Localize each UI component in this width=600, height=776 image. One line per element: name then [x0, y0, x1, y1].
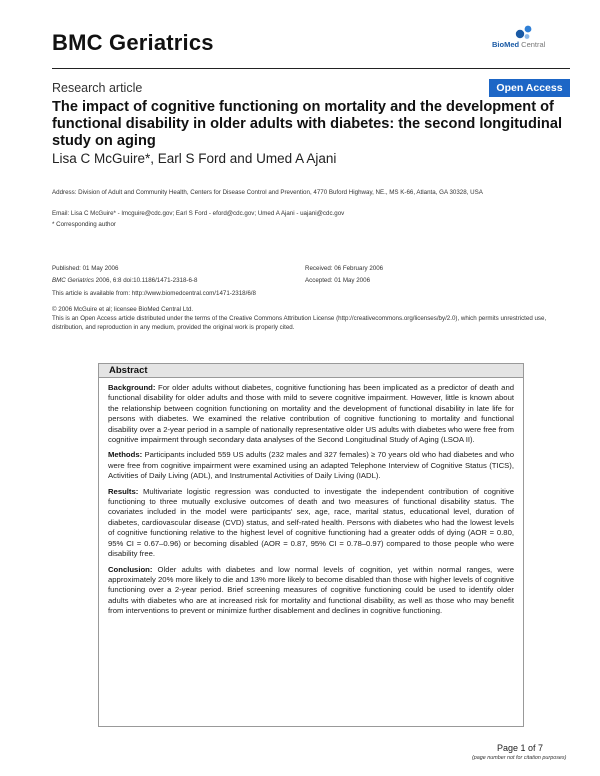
abstract-label: Results: — [108, 486, 139, 496]
published-date: Published: 01 May 2006 — [52, 265, 119, 272]
header-divider — [52, 68, 570, 69]
abstract-text: For older adults without diabetes, cognitive functioning has been implicated as a predictor of death and functional disability for older adults and those with mild to severe cognitive impairment. However, little is known about the relationship between cognition functioning on mortality and the development of functional disability in late life for persons with diabetes. We examined the relative contribution of cognitive functioning to mortality and functional disability over a 2-year period in a sample of nationally representative older US adults with diabetes who were free from cognitive impairment through secondary data analyses of the Second Longitudinal Study of Aging (LSOA II). — [108, 383, 514, 445]
abstract-body — [108, 383, 514, 622]
abstract-box — [98, 363, 524, 727]
page-number-note: (page number not for citation purposes) — [472, 755, 567, 761]
abstract-heading: Abstract — [99, 364, 523, 378]
biomed-central-logo-text — [492, 40, 545, 49]
abstract-label: Background: — [108, 383, 156, 392]
logo-med: Med — [504, 40, 520, 49]
citation-details: 2006, 6:8 doi:10.1186/1471-2318-6-8 — [93, 276, 198, 284]
received-date: Received: 06 February 2006 — [305, 265, 384, 272]
page-number: Page 1 of 7 — [497, 743, 544, 753]
logo-central: Central — [519, 40, 546, 49]
citation — [52, 276, 292, 285]
open-access-badge: Open Access — [489, 79, 570, 97]
submission-dates — [305, 264, 505, 287]
abstract-methods — [108, 450, 514, 481]
availability-link[interactable]: This article is available from: http://www.biomedcentral.com/1471-2318/6/8 — [52, 290, 256, 297]
abstract-label: Methods: — [108, 450, 143, 460]
journal-title: BMC Geriatrics — [52, 30, 214, 55]
abstract-label: Conclusion: — [108, 564, 153, 574]
copyright-line: © 2006 McGuire et al; licensee BioMed Central Ltd. — [52, 306, 194, 313]
authors: Lisa C McGuire*, Earl S Ford and Umed A Ajani — [52, 151, 337, 166]
biomed-central-logo-icon — [514, 24, 534, 40]
abstract-results — [108, 487, 514, 560]
author-address: Address: Division of Adult and Community Health, Centers for Disease Control and Prevention, 4770 Buford Highway, NE., MS K-66, Atlanta, GA 30328, USA — [52, 189, 483, 196]
abstract-background — [108, 383, 514, 445]
license-text: This is an Open Access article distributed under the terms of the Creative Commons Attribution License (http://creativecommons.org/licenses/by/2.0), which permits unrestricted use, distribution, and reproduction in any medium, provided the original work is properly cited. — [52, 314, 547, 331]
biomed-central-logo — [492, 24, 554, 52]
abstract-text: Participants included 559 US adults (232 males and 327 females) ≥ 70 years old who had diabetes and who were free from cognitive impairment were examined using an adapted Telephone Interview of Cognitive Status (TICS), Activities of Daily Living (ADL), and Instrumental Activities of Daily Living (IADL). — [108, 450, 514, 481]
abstract-text: Older adults with diabetes and low normal levels of cognition, yet within normal ranges, were approximately 20% more likely to die and 13% more likely to become disabled than those with higher levels of cognitive functioning over a 2-year period. Brief screening measures of cognitive functioning could be used to identify older adults with diabetes who are at increased risk for mortality and functional disability, as well as those who may benefit from interventions to prevent or minimize further disablement and declines in cognitive functioning. — [108, 564, 514, 616]
abstract-conclusion — [108, 565, 514, 617]
corresponding-author-note: * Corresponding author — [52, 221, 116, 228]
abstract-text: Multivariate logistic regression was conducted to investigate the independent contribution of cognitive functioning to three mutually exclusive outcomes of death and two measures of functional disability status. The covariates included in the model were participants' sex, age, race, marital status, educational level, duration of diabetes, cardiovascular disease (CVD) status, and self-rated health. Persons with diabetes who had the lowest levels of cognitive functioning relative to the highest level of cognitive functioning had a greater odds of dying (AOR = 0.80, 95% CI = 0.67–0.96) or becoming disabled (AOR = 0.87, 95% CI = 0.78–0.97) compared to those people who were disability free. — [108, 486, 514, 559]
article-type: Research article — [52, 81, 143, 95]
copyright-block — [52, 306, 572, 332]
publication-info — [52, 264, 292, 287]
citation-journal: BMC Geriatrics — [52, 276, 94, 284]
paper-title: The impact of cognitive functioning on mortality and the development of functional disability in older adults with diabetes: the second longitudinal study on aging — [52, 99, 563, 149]
accepted-date: Accepted: 01 May 2006 — [305, 276, 371, 284]
author-emails: Email: Lisa C McGuire* - lmcguire@cdc.gov; Earl S Ford - eford@cdc.gov; Umed A Ajani - uajani@cdc.gov — [52, 210, 345, 217]
logo-bio: Bio — [492, 40, 505, 49]
